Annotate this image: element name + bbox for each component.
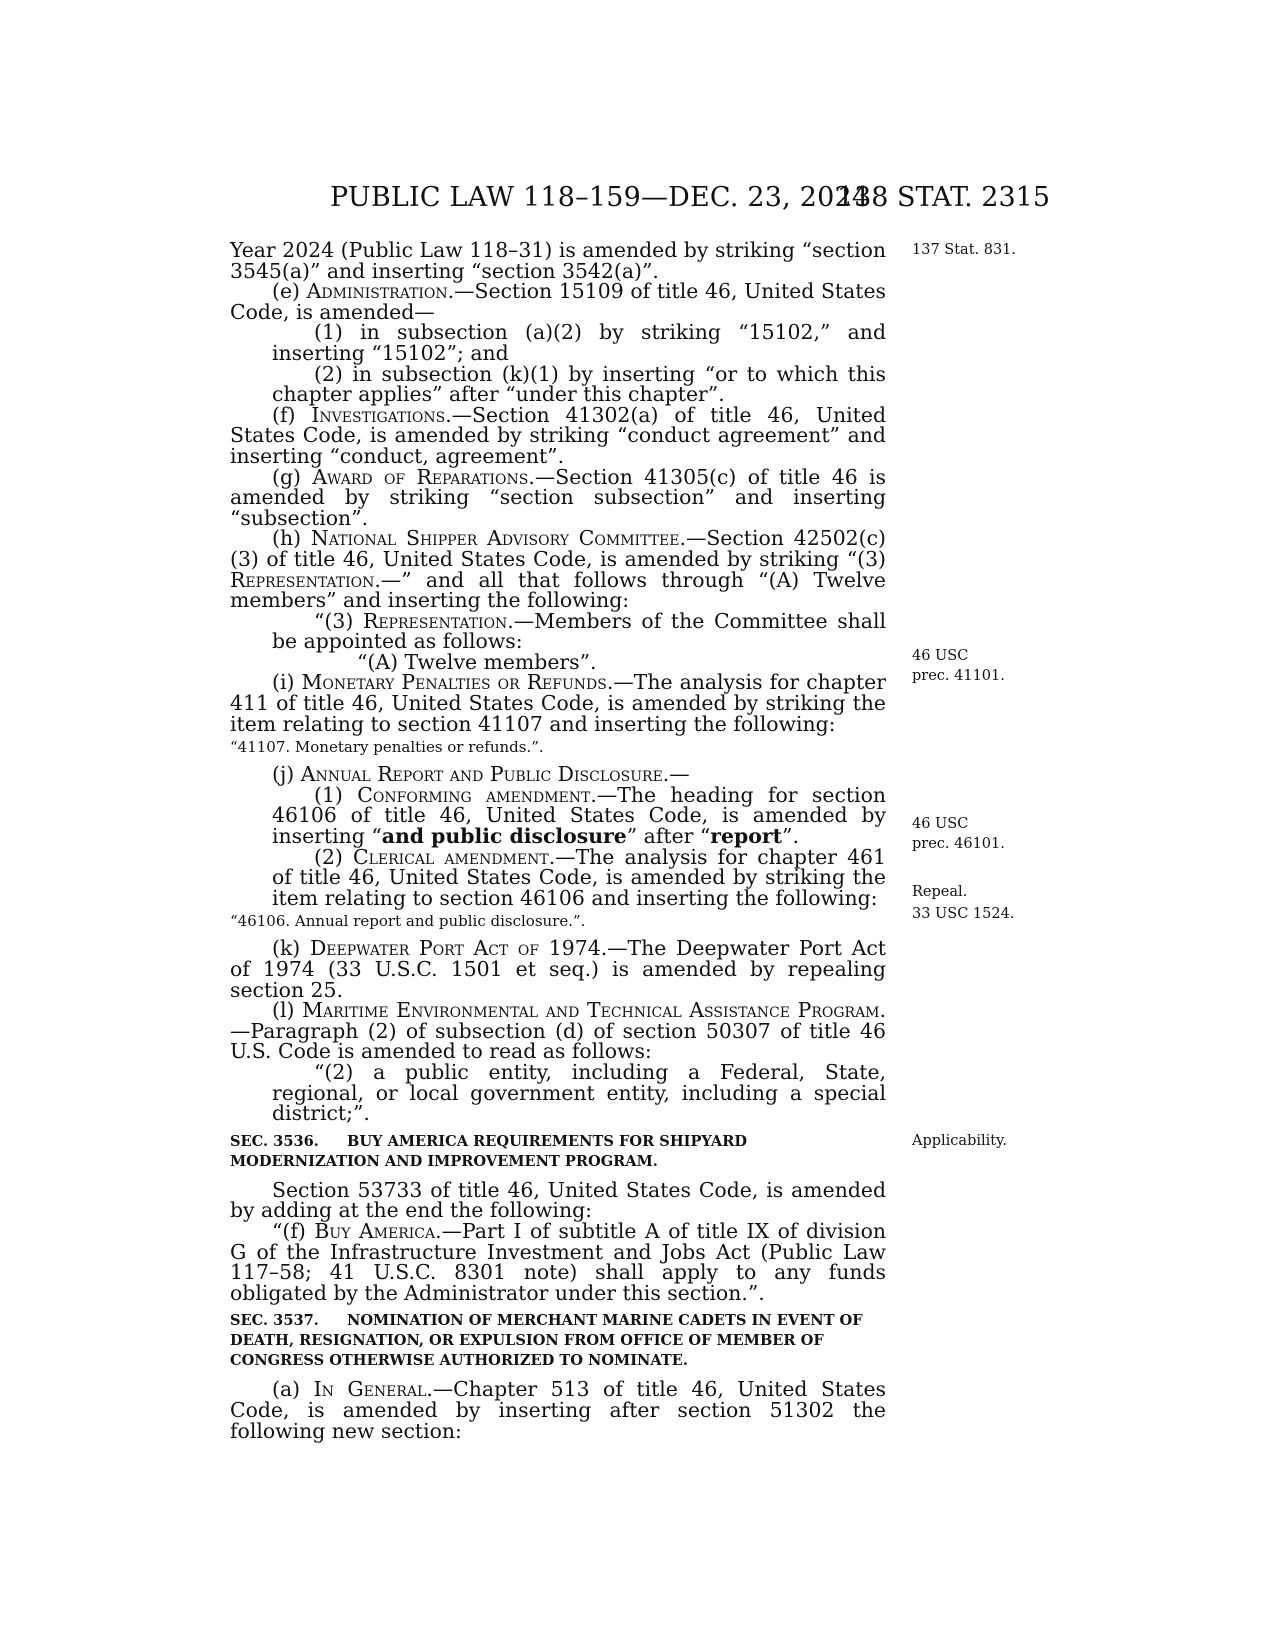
margin-note-usc-46101-b: prec. 46101. bbox=[912, 836, 1005, 852]
margin-note-usc-1524: 33 USC 1524. bbox=[912, 906, 1015, 922]
section-number: SEC. 3537. bbox=[230, 1312, 319, 1330]
quoted-subparagraph-a: “(A) Twelve members”. bbox=[357, 649, 597, 674]
quoted-subsection-f: “(f) Buy America.—Part I of subtitle A of title IX of division G of the Infrastructure Investment and Jobs Act (Public Law 117–58; 41 U.S.C. 8301 note) shall apply to any funds obligated by the Administrator under this section.”. bbox=[230, 1218, 886, 1305]
paragraph-intro: Year 2024 (Public Law 118–31) is amended by striking “section 3545(a)” and inserting “section 3542(a)”. bbox=[230, 238, 886, 283]
section-heading-3536 bbox=[230, 1132, 886, 1172]
margin-note-usc-46101-a: 46 USC bbox=[912, 816, 969, 832]
subsection-a: (a) In General.—Chapter 513 of title 46, United States Code, is amended by inserting after section 51302 the following new section: bbox=[230, 1377, 886, 1443]
statute-page-number: 138 STAT. 2315 bbox=[836, 182, 1050, 213]
page-header bbox=[230, 182, 1050, 222]
subsection-heading: Investigations bbox=[311, 402, 446, 427]
paragraph-j1: (1) Conforming amendment.—The heading for section 46106 of title 46, United States Code, is amended by inserting “and public disclosure” after “report”. bbox=[272, 782, 886, 849]
paragraph-e2: (2) in subsection (k)(1) by inserting “or to which this chapter applies” after “under this chapter”. bbox=[272, 361, 886, 407]
margin-note-usc-41101-b: prec. 41101. bbox=[912, 668, 1005, 684]
quoted-paragraph-3: “(3) Representation.—Members of the Committee shall be appointed as follows: bbox=[272, 608, 886, 654]
subsection-heading: Award of Reparations bbox=[312, 464, 529, 489]
subsection-h: (h) National Shipper Advisory Committee.—Section 42502(c)(3) of title 46, United States Code, is amended by striking “(3) Representation.—” and all that follows through “(A) Twelve members” and inserting the following: bbox=[230, 526, 886, 613]
document-body bbox=[230, 240, 886, 1441]
subsection-e: (e) Administration.—Section 15109 of title 46, United States Code, is amended— bbox=[230, 279, 886, 324]
subsection-k: (k) Deepwater Port Act of 1974.—The Deepwater Port Act of 1974 (33 U.S.C. 1501 et seq.) is amended by repealing section 25. bbox=[230, 936, 886, 1002]
section-heading-3537 bbox=[230, 1311, 886, 1371]
subsection-heading: Monetary Penalties or Refunds bbox=[301, 670, 607, 695]
section-number: SEC. 3536. bbox=[230, 1132, 319, 1150]
margin-note-usc-41101-a: 46 USC bbox=[912, 648, 969, 664]
paragraph-e1: (1) in subsection (a)(2) by striking “15102,” and inserting “15102”; and bbox=[272, 320, 886, 365]
subsection-f: (f) Investigations.—Section 41302(a) of title 46, United States Code, is amended by striking “conduct agreement” and inserting “conduct, agreement”. bbox=[230, 402, 886, 468]
margin-note-applicability: Applicability. bbox=[912, 1133, 1007, 1149]
margin-note-repeal: Repeal. bbox=[912, 884, 968, 900]
subsection-heading: National Shipper Advisory Committee bbox=[310, 526, 680, 551]
section-title: NOMINATION OF MERCHANT MARINE CADETS IN EVENT OF DEATH, RESIGNATION, OR EXPULSION FROM OFFICE OF MEMBER OF CONGRESS OTHERWISE AUTHORIZED TO NOMINATE. bbox=[230, 1312, 863, 1370]
inserted-item-41107: “41107. Monetary penalties or refunds.”. bbox=[230, 738, 544, 757]
subsection-heading: Maritime Environmental and Technical Assistance Program bbox=[302, 998, 880, 1023]
subsection-heading: Administration bbox=[306, 279, 448, 304]
subsection-g: (g) Award of Reparations.—Section 41305(c) of title 46 is amended by striking “section subsection” and inserting “subsection”. bbox=[230, 464, 886, 530]
inserted-item-46106: “46106. Annual report and public disclosure.”. bbox=[230, 912, 586, 931]
section-title: BUY AMERICA REQUIREMENTS FOR SHIPYARD MODERNIZATION AND IMPROVEMENT PROGRAM. bbox=[230, 1132, 748, 1170]
subsection-j: (j) Annual Report and Public Disclosure.— bbox=[272, 762, 690, 787]
subsection-heading: Deepwater Port Act of 1974 bbox=[309, 936, 601, 961]
section-3536-text: Section 53733 of title 46, United States Code, is amended by adding at the end the following: bbox=[230, 1177, 886, 1223]
quoted-paragraph-2: “(2) a public entity, including a Federal, State, regional, or local government entity, including a special district;”. bbox=[272, 1059, 886, 1126]
paragraph-j2: (2) Clerical amendment.—The analysis for chapter 461 of title 46, United States Code, is amended by striking the item relating to section 46106 and inserting the following: bbox=[272, 844, 886, 910]
margin-note-stat: 137 Stat. 831. bbox=[912, 242, 1017, 258]
subsection-heading: Annual Report and Public Disclosure bbox=[300, 762, 663, 787]
subsection-i: (i) Monetary Penalties or Refunds.—The analysis for chapter 411 of title 46, United States Code, is amended by striking the item relating to section 41107 and inserting the following: bbox=[230, 670, 886, 736]
subsection-l: (l) Maritime Environmental and Technical Assistance Program.—Paragraph (2) of subsection (d) of section 50307 of title 46 U.S. Code is amended to read as follows: bbox=[230, 998, 887, 1064]
subsection-heading: In General bbox=[313, 1377, 427, 1402]
public-law-header: PUBLIC LAW 118–159—DEC. 23, 2024 bbox=[330, 182, 870, 213]
